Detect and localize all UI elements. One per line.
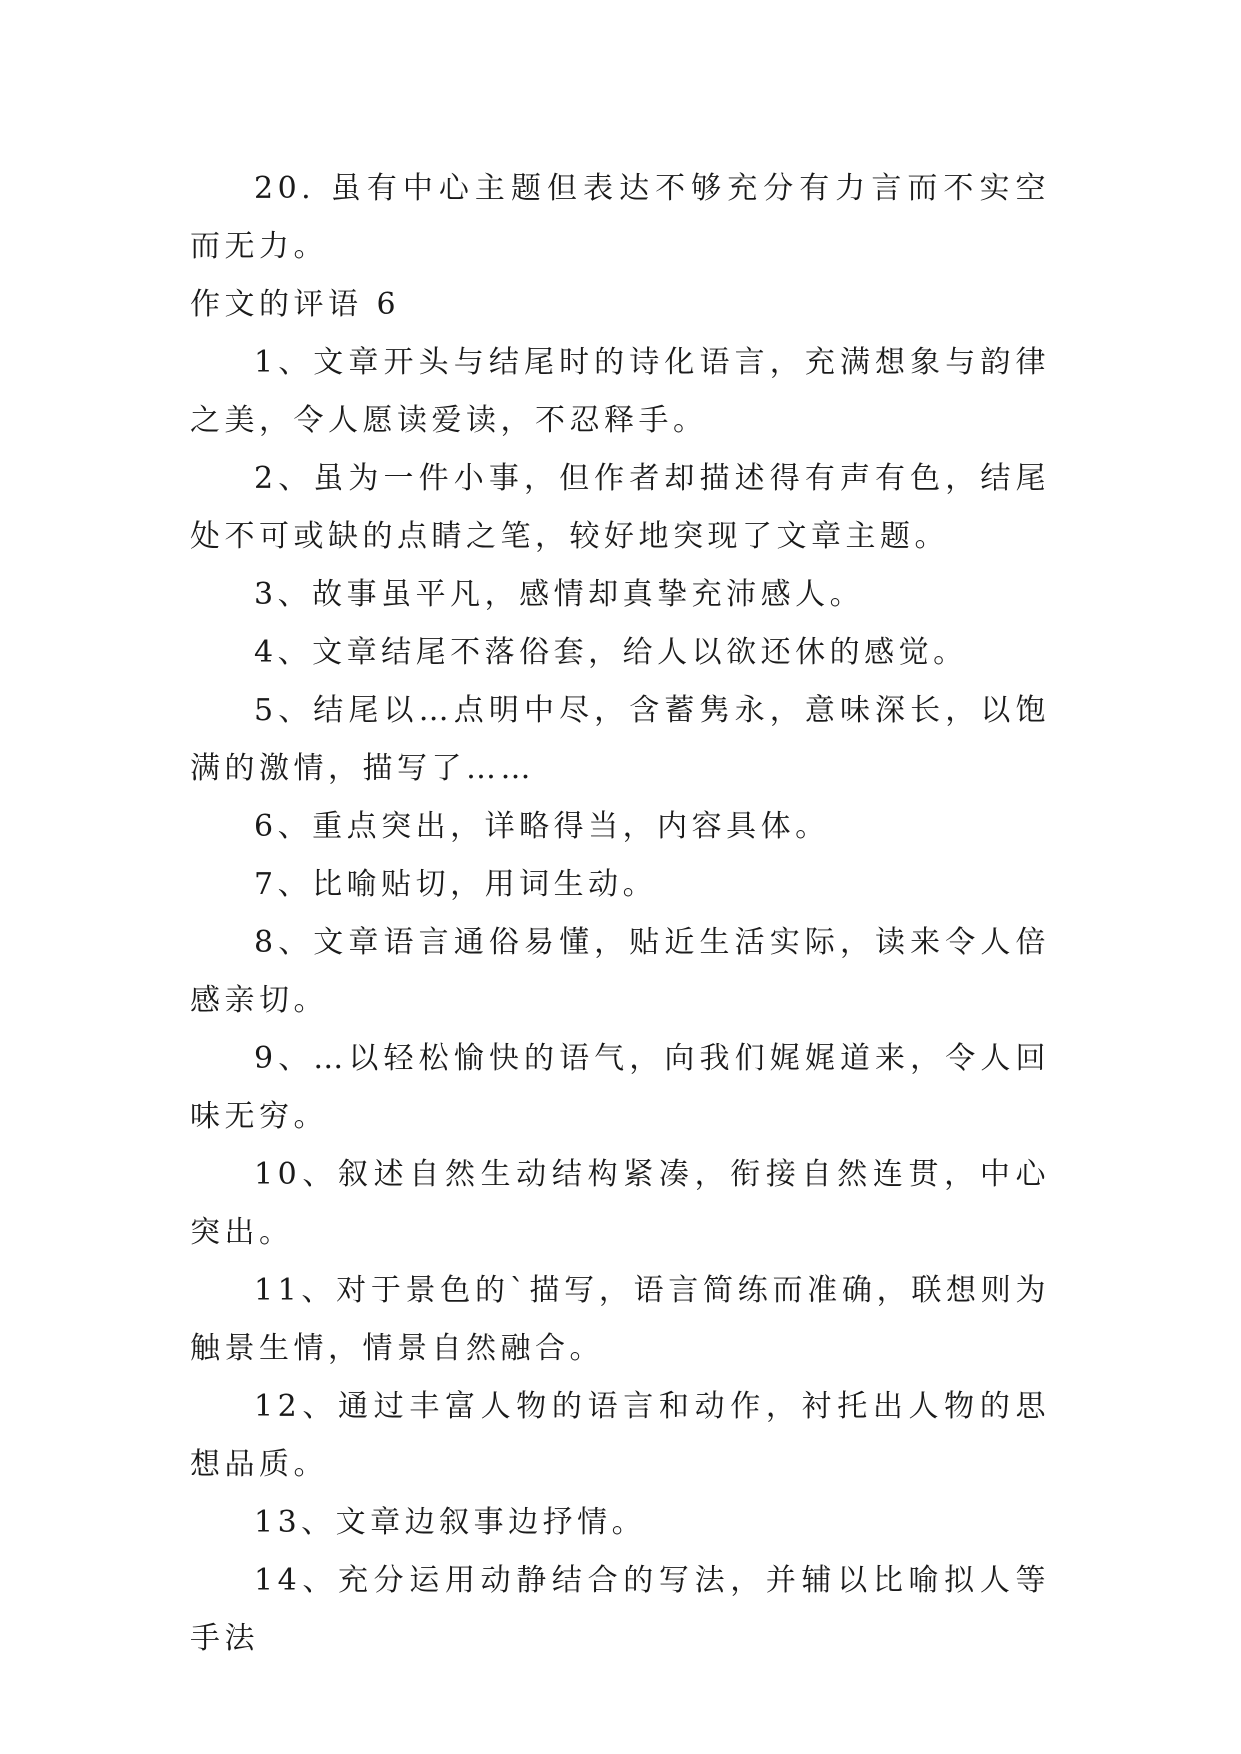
- document-body: [190, 160, 1050, 1668]
- paragraph-5: 5、结尾以…点明中尽，含蓄隽永，意味深长，以饱满的激情，描写了……: [190, 693, 1050, 786]
- paragraph-9: 9、…以轻松愉快的语气，向我们娓娓道来，令人回味无穷。: [190, 1041, 1050, 1134]
- paragraph-8: 8、文章语言通俗易懂，贴近生活实际，读来令人倍感亲切。: [190, 925, 1050, 1018]
- paragraph-20: 20. 虽有中心主题但表达不够充分有力言而不实空而无力。: [190, 171, 1050, 264]
- paragraph-3: 3、故事虽平凡，感情却真挚充沛感人。: [254, 577, 865, 612]
- paragraph-10: 10、叙述自然生动结构紧凑，衔接自然连贯，中心突出。: [190, 1157, 1050, 1250]
- paragraph-12: 12、通过丰富人物的语言和动作，衬托出人物的思想品质。: [190, 1389, 1050, 1482]
- paragraph-4: 4、文章结尾不落俗套，给人以欲还休的感觉。: [254, 635, 968, 670]
- paragraph-14: 14、充分运用动静结合的写法，并辅以比喻拟人等手法: [190, 1563, 1050, 1656]
- paragraph-1: 1、文章开头与结尾时的诗化语言，充满想象与韵律之美，令人愿读爱读，不忍释手。: [190, 345, 1050, 438]
- section-heading: 作文的评语 6: [190, 287, 401, 322]
- paragraph-6: 6、重点突出，详略得当，内容具体。: [254, 809, 830, 844]
- paragraph-2: 2、虽为一件小事，但作者却描述得有声有色，结尾处不可或缺的点睛之笔，较好地突现了文章主题。: [190, 461, 1050, 554]
- paragraph-11: 11、对于景色的`描写，语言简练而准确，联想则为触景生情，情景自然融合。: [190, 1273, 1050, 1366]
- paragraph-7: 7、比喻贴切，用词生动。: [254, 867, 658, 902]
- paragraph-13: 13、文章边叙事边抒情。: [254, 1505, 647, 1540]
